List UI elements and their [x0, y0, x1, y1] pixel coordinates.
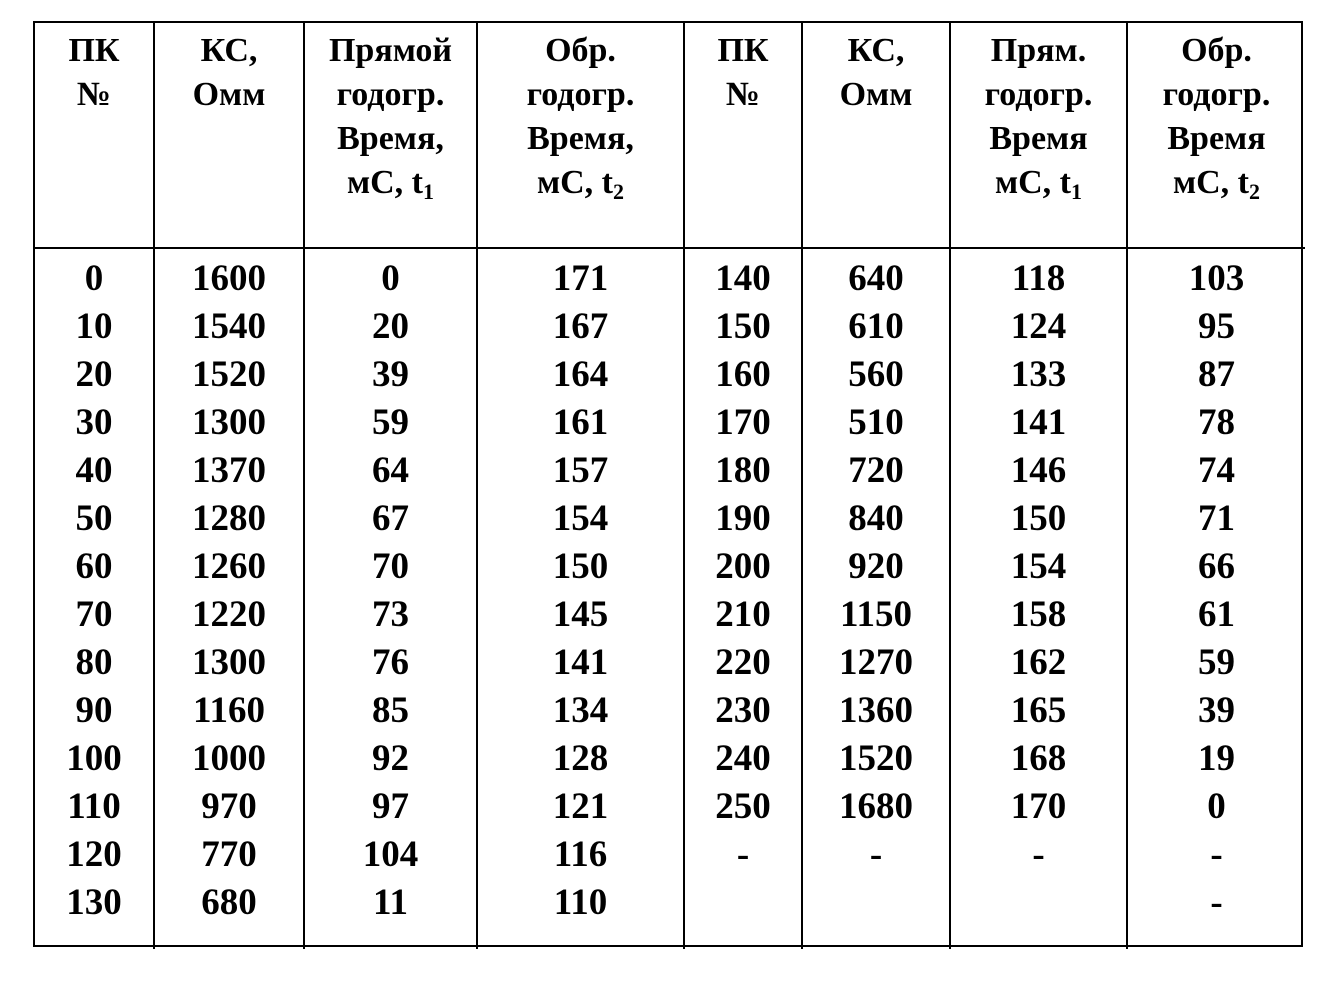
table-cell: 10: [75, 306, 113, 347]
column-values-5: [685, 249, 803, 949]
table-cell: 95: [1198, 306, 1235, 347]
table-cell: 1270: [839, 642, 913, 683]
header-text: Время: [1167, 120, 1266, 157]
table-cell: 59: [1198, 642, 1235, 683]
table-cell: 59: [372, 402, 409, 443]
table-cell: 1370: [192, 450, 266, 491]
table-cell: 510: [848, 402, 904, 443]
table-cell: 0: [84, 258, 104, 299]
table-cell: 20: [372, 306, 409, 347]
header-line: [478, 29, 683, 73]
table-cell: 230: [715, 690, 771, 731]
header-subscript: 1: [1071, 179, 1083, 204]
table-cell: 71: [1198, 498, 1235, 539]
header-text: ПК: [68, 32, 120, 69]
header-line: [155, 29, 303, 73]
table-cell: 180: [715, 450, 771, 491]
table-cell: 150: [1010, 498, 1067, 539]
table-cell: [951, 879, 1126, 927]
table-cell: 200: [715, 546, 771, 587]
table-cell: 130: [66, 882, 122, 923]
header-text: Обр.: [545, 32, 616, 69]
column-header-1: [35, 23, 155, 249]
header-subscript: 1: [423, 179, 435, 204]
table-cell: 1280: [192, 498, 266, 539]
table-cell: 39: [1198, 690, 1235, 731]
table-cell: -: [1210, 834, 1223, 875]
table-cell: 1000: [192, 738, 266, 779]
header-line: [685, 73, 801, 117]
header-line: [35, 29, 153, 73]
table-cell: 0: [381, 258, 400, 299]
table-cell: 11: [373, 882, 408, 923]
column-header-7: [951, 23, 1128, 249]
header-line: [305, 73, 476, 117]
table-cell: 78: [1198, 402, 1235, 443]
header-line: [951, 161, 1126, 205]
header-line: [305, 117, 476, 161]
header-line: [951, 73, 1126, 117]
data-table: [33, 21, 1303, 947]
header-text: КС,: [200, 32, 258, 69]
table-cell: 720: [848, 450, 904, 491]
column-values-1: [35, 249, 155, 949]
table-cell: 1680: [839, 786, 913, 827]
column-values-8: [1128, 249, 1305, 949]
table-cell: 154: [552, 498, 609, 539]
table-cell: 770: [201, 834, 257, 875]
table-cell: 145: [552, 594, 609, 635]
table-cell: 162: [1010, 642, 1067, 683]
header-line: [35, 73, 153, 117]
header-line: [1128, 161, 1305, 205]
table-cell: 1540: [192, 306, 266, 347]
header-line: [803, 29, 949, 73]
table-cell: 0: [1207, 786, 1226, 827]
header-line: [685, 29, 801, 73]
header-subscript: 2: [613, 179, 625, 204]
column-values-7: [951, 249, 1128, 949]
column-header-8: [1128, 23, 1305, 249]
header-text: годогр.: [336, 76, 445, 113]
table-cell: 80: [75, 642, 113, 683]
table-cell: 118: [1011, 258, 1066, 299]
table-cell: 250: [715, 786, 771, 827]
header-line: [951, 117, 1126, 161]
header-line: [305, 161, 476, 205]
table-cell: 110: [67, 786, 121, 827]
table-cell: 140: [715, 258, 771, 299]
table-cell: 150: [552, 546, 609, 587]
header-text: №: [725, 76, 761, 113]
header-text: №: [76, 76, 112, 113]
table-cell: 19: [1198, 738, 1235, 779]
table-cell: 560: [848, 354, 904, 395]
table-cell: 50: [75, 498, 113, 539]
column-header-6: [803, 23, 951, 249]
table-cell: 70: [75, 594, 113, 635]
table-cell: 1520: [192, 354, 266, 395]
column-header-3: [305, 23, 478, 249]
header-line: [951, 29, 1126, 73]
table-cell: 121: [552, 786, 609, 827]
header-text: ПК: [717, 32, 769, 69]
table-cell: 1300: [192, 642, 266, 683]
table-cell: 70: [372, 546, 409, 587]
column-header-5: [685, 23, 803, 249]
header-text: мС, t: [536, 164, 614, 201]
header-text: КС,: [847, 32, 905, 69]
table-cell: 90: [75, 690, 113, 731]
table-cell: 103: [1188, 258, 1245, 299]
header-text: Обр.: [1181, 32, 1252, 69]
header-line: [1128, 29, 1305, 73]
table-cell: 141: [552, 642, 609, 683]
table-cell: 104: [362, 834, 419, 875]
table-cell: 66: [1198, 546, 1235, 587]
table-cell: 134: [552, 690, 609, 731]
table-cell: 30: [75, 402, 113, 443]
header-text: Время: [989, 120, 1088, 157]
table-cell: 40: [75, 450, 113, 491]
table-cell: 160: [715, 354, 771, 395]
table-cell: 1520: [839, 738, 913, 779]
table-cell: 92: [372, 738, 409, 779]
header-line: [305, 29, 476, 73]
header-line: [478, 73, 683, 117]
table-cell: 170: [715, 402, 771, 443]
header-text: Прям.: [990, 32, 1087, 69]
table-cell: 67: [372, 498, 409, 539]
table-cell: 161: [552, 402, 609, 443]
header-subscript: 2: [1249, 179, 1261, 204]
table-cell: 100: [66, 738, 122, 779]
header-line: [1128, 73, 1305, 117]
table-cell: [803, 879, 949, 927]
table-cell: 170: [1010, 786, 1067, 827]
table-cell: 74: [1198, 450, 1235, 491]
table-cell: 85: [372, 690, 409, 731]
table-cell: 150: [715, 306, 771, 347]
table-cell: 190: [715, 498, 771, 539]
table-cell: 610: [848, 306, 904, 347]
column-values-2: [155, 249, 305, 949]
table-cell: 39: [372, 354, 409, 395]
table-cell: 167: [552, 306, 609, 347]
table-cell: 1220: [192, 594, 266, 635]
header-text: годогр.: [984, 76, 1093, 113]
table-cell: 124: [1010, 306, 1067, 347]
table-cell: 110: [553, 882, 608, 923]
header-text: мС, t: [994, 164, 1072, 201]
table-cell: 640: [848, 258, 904, 299]
header-text: годогр.: [526, 76, 635, 113]
table-cell: 20: [75, 354, 113, 395]
header-line: [478, 161, 683, 205]
table-cell: 133: [1010, 354, 1067, 395]
header-text: Время,: [527, 120, 634, 157]
table-cell: 146: [1010, 450, 1067, 491]
table-cell: 1600: [192, 258, 266, 299]
header-text: годогр.: [1162, 76, 1271, 113]
column-header-4: [478, 23, 685, 249]
table-cell: 64: [372, 450, 409, 491]
table-cell: 210: [715, 594, 771, 635]
header-line: [1128, 117, 1305, 161]
table-cell: 154: [1010, 546, 1067, 587]
table-cell: 1150: [840, 594, 912, 635]
table-cell: 840: [848, 498, 904, 539]
table-cell: 61: [1198, 594, 1235, 635]
table-cell: 240: [715, 738, 771, 779]
table-cell: 171: [552, 258, 609, 299]
table-cell: 164: [552, 354, 609, 395]
table-cell: -: [1032, 834, 1045, 875]
header-text: Прямой: [328, 32, 453, 69]
table-cell: -: [869, 834, 883, 875]
table-cell: 1260: [192, 546, 266, 587]
column-values-6: [803, 249, 951, 949]
table-cell: 1300: [192, 402, 266, 443]
table-cell: -: [1210, 882, 1223, 923]
table-cell: [685, 879, 801, 927]
header-line: [478, 117, 683, 161]
table-cell: 970: [201, 786, 257, 827]
column-header-2: [155, 23, 305, 249]
header-text: Время,: [337, 120, 444, 157]
table-cell: 128: [552, 738, 609, 779]
table-cell: 87: [1198, 354, 1235, 395]
header-line: [155, 73, 303, 117]
header-text: мС, t: [1172, 164, 1250, 201]
table-cell: 1160: [193, 690, 265, 731]
table-cell: 680: [201, 882, 257, 923]
table-cell: 220: [715, 642, 771, 683]
table-cell: 97: [372, 786, 409, 827]
column-values-4: [478, 249, 685, 949]
table-cell: 158: [1010, 594, 1067, 635]
table-cell: 120: [66, 834, 122, 875]
header-text: Омм: [192, 76, 266, 113]
table-cell: 168: [1010, 738, 1067, 779]
table-cell: -: [736, 834, 750, 875]
header-text: мС, t: [346, 164, 424, 201]
table-cell: 116: [553, 834, 608, 875]
table-cell: 141: [1010, 402, 1067, 443]
table-cell: 60: [75, 546, 113, 587]
table-cell: 73: [372, 594, 409, 635]
header-text: Омм: [839, 76, 913, 113]
table-cell: 1360: [839, 690, 913, 731]
column-values-3: [305, 249, 478, 949]
header-line: [803, 73, 949, 117]
table-cell: 157: [552, 450, 609, 491]
table-cell: 920: [848, 546, 904, 587]
table-cell: 76: [372, 642, 409, 683]
table-cell: 165: [1010, 690, 1067, 731]
